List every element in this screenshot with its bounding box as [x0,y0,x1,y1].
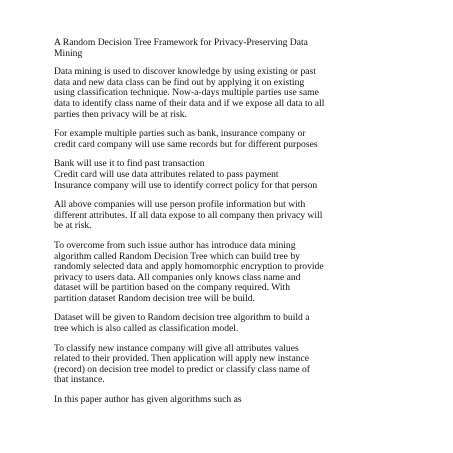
text-line: For example multiple parties such as bank, insurance company or [54,128,306,140]
text-line: Dataset will be given to Random decision tree algorithm to build a [54,312,310,324]
document-title [54,38,414,59]
paragraph-solution [54,241,414,305]
text-line: Credit card will use data attributes related to pass payment [54,168,279,180]
text-line: different attributes. If all data expose to all company then privacy will [54,209,323,221]
text-line: related to their provided. Then application will apply new instance [54,353,310,365]
text-line: All above companies will use person profile information but with [54,199,306,211]
text-line: randomly selected data and apply homomorphic encryption to provide [54,261,324,273]
text-line: (record) on decision tree model to predict or classify class name of [54,363,311,375]
text-line: credit card company will use same records but for different purposes [54,138,318,150]
paragraph-classify [54,344,414,386]
text-line: algorithm called Random Decision Tree which can build tree by [54,250,300,262]
paragraph-example [54,129,414,150]
paragraph-risk [54,200,414,232]
paragraph-intro [54,67,414,120]
text-line: parties then privacy will be at risk. [54,108,187,120]
text-line: In this paper author has given algorithms such as [54,394,242,406]
text-line: that instance. [54,374,105,386]
text-line: be at risk. [54,220,92,232]
paragraph-algorithms [54,395,414,406]
paragraph-dataset [54,313,414,334]
text-line: To classify new instance company will give all attributes values [54,342,299,354]
document-body [54,38,414,415]
text-line: tree which is also called as classification model. [54,323,239,335]
text-line: privacy to users data. All companies only knows class name and [54,271,301,283]
text-line: using classification technique. Now-a-days multiple parties use same [54,87,319,99]
text-line: partition dataset Random decision tree will be build. [54,292,255,304]
text-line: Insurance company will use to identify correct policy for that person [54,179,318,191]
text-line: Bank will use it to find past transaction [54,158,205,170]
title-line: A Random Decision Tree Framework for Privacy-Preserving Data [54,37,308,48]
text-line: To overcome from such issue author has introduce data mining [54,239,296,251]
text-line: Data mining is used to discover knowledge by using existing or past [54,66,316,78]
title-line: Mining [54,47,83,59]
text-line: data and new data class can be find out by applying it on existing [54,76,305,88]
paragraph-uses [54,159,414,191]
text-line: data to identify class name of their data and if we expose all data to all [54,97,325,109]
text-line: dataset will be partition based on the company required. With [54,282,291,294]
